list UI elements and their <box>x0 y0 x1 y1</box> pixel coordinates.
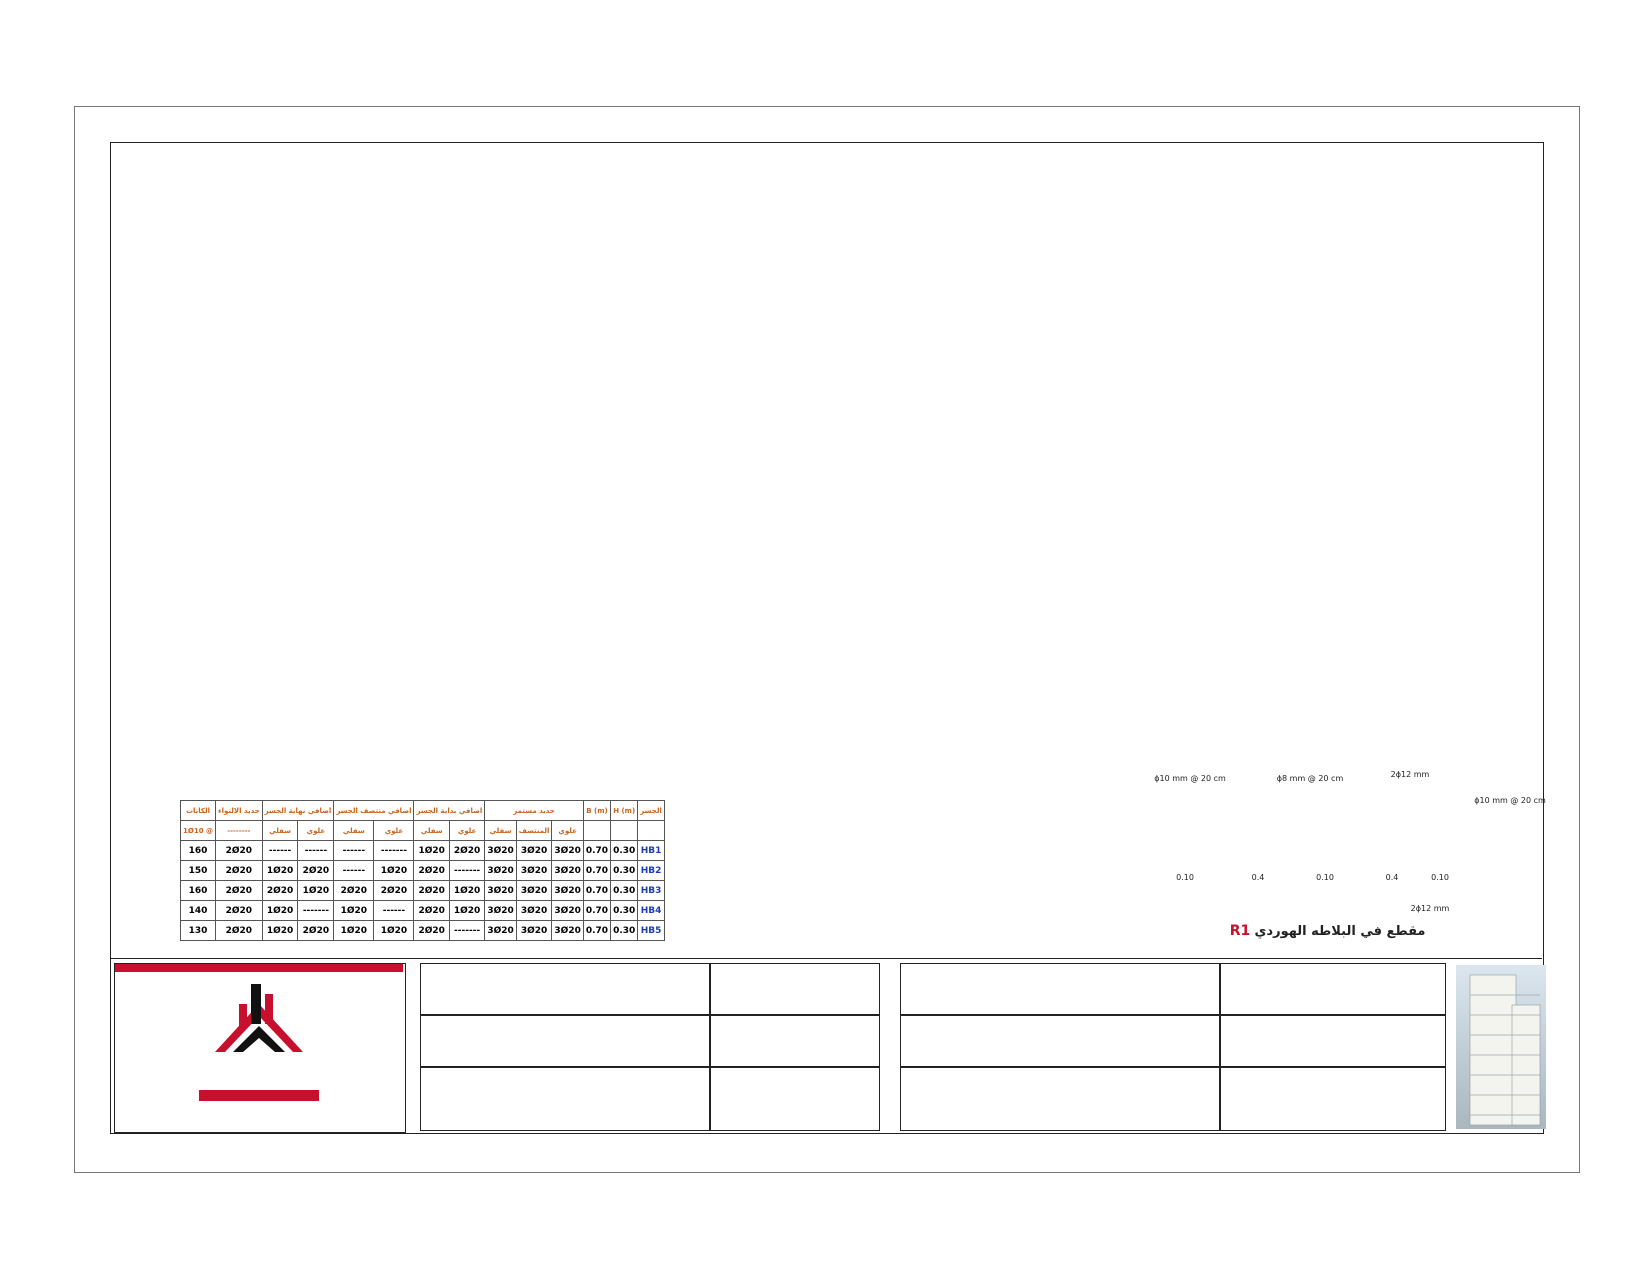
table-cell: 1Ø20 <box>334 901 374 921</box>
table-cell: 3Ø20 <box>552 861 583 881</box>
table-subheader-row <box>181 821 665 841</box>
section-dim: 0.10 <box>1316 873 1334 882</box>
table-cell: ------- <box>449 921 484 941</box>
hourdi-section-detail <box>1140 725 1550 945</box>
date-value <box>420 1067 710 1131</box>
company-logo <box>114 963 406 1133</box>
table-cell: 1Ø20 <box>449 901 484 921</box>
table-cell: 2Ø20 <box>414 881 449 901</box>
table-cell: 3Ø20 <box>552 841 583 861</box>
table-cell: 0.70 <box>583 841 610 861</box>
scale-value <box>900 1067 1220 1131</box>
table-cell: 1Ø20 <box>374 861 414 881</box>
section-dim: 0.4 <box>1385 873 1399 882</box>
table-cell: 2Ø20 <box>216 901 263 921</box>
sheet-name-value <box>900 963 1220 1015</box>
table-cell: ------ <box>334 861 374 881</box>
table-cell: الجسر <box>638 801 665 821</box>
table-cell: اضافي بداية الجسر <box>414 801 485 821</box>
section-label-top-mid: ϕ8 mm @ 20 cm <box>1276 774 1344 783</box>
table-cell: 0.30 <box>611 861 638 881</box>
table-row <box>181 841 665 861</box>
table-cell: 2Ø20 <box>334 881 374 901</box>
table-row <box>181 861 665 881</box>
table-cell: 1Ø10 @ <box>181 821 216 841</box>
table-cell: HB1 <box>638 841 665 861</box>
table-cell: 0.70 <box>583 861 610 881</box>
table-cell: ------- <box>449 861 484 881</box>
table-cell: 3Ø20 <box>485 861 516 881</box>
table-cell: ------ <box>334 841 374 861</box>
table-cell: 0.70 <box>583 901 610 921</box>
notes-panel <box>1290 472 1536 480</box>
table-cell: 3Ø20 <box>552 881 583 901</box>
table-cell: -------- <box>216 821 263 841</box>
table-cell: 3Ø20 <box>485 881 516 901</box>
table-cell: HB4 <box>638 901 665 921</box>
table-cell: 1Ø20 <box>262 921 298 941</box>
table-cell: 1Ø20 <box>262 861 298 881</box>
table-cell: ------ <box>298 841 334 861</box>
sheet-name-label <box>1220 963 1446 1015</box>
table-cell: 3Ø20 <box>485 921 516 941</box>
table-cell: 1Ø20 <box>298 881 334 901</box>
table-cell <box>611 821 638 841</box>
table-cell: 3Ø20 <box>552 921 583 941</box>
table-cell: 3Ø20 <box>516 901 552 921</box>
logo-graphic <box>115 964 403 1130</box>
table-cell: 0.70 <box>583 881 610 901</box>
table-cell: 2Ø20 <box>216 921 263 941</box>
table-cell: سفلي <box>485 821 516 841</box>
table-cell: 150 <box>181 861 216 881</box>
table-cell: سفلي <box>262 821 298 841</box>
table-cell: 3Ø20 <box>485 841 516 861</box>
table-cell: 2Ø20 <box>216 881 263 901</box>
section-label-top-left: ϕ10 mm @ 20 cm <box>1154 774 1226 783</box>
table-cell: 2Ø20 <box>216 841 263 861</box>
table-cell: 3Ø20 <box>485 901 516 921</box>
table-cell: ------- <box>298 901 334 921</box>
table-cell: ------ <box>374 901 414 921</box>
table-cell: B (m) <box>583 801 610 821</box>
section-label-top-bars: 2ϕ12 mm <box>1390 770 1430 779</box>
reviewer-label <box>710 1015 880 1067</box>
table-cell: حديد الالتواء <box>216 801 263 821</box>
table-cell: H (m) <box>611 801 638 821</box>
table-cell: 3Ø20 <box>552 901 583 921</box>
designer-value <box>420 963 710 1015</box>
table-row <box>181 881 665 901</box>
table-cell: علوي <box>374 821 414 841</box>
table-cell <box>638 821 665 841</box>
reinforcement-table <box>180 800 665 941</box>
sheet-number-label <box>1220 1015 1446 1067</box>
table-cell: 0.30 <box>611 881 638 901</box>
table-cell: سفلي <box>414 821 449 841</box>
table-cell: علوي <box>552 821 583 841</box>
table-cell: 2Ø20 <box>262 881 298 901</box>
table-cell: 0.30 <box>611 901 638 921</box>
table-cell: 2Ø20 <box>298 921 334 941</box>
section-tag: R1 <box>1229 923 1251 939</box>
table-cell: 2Ø20 <box>374 881 414 901</box>
table-cell: ------ <box>262 841 298 861</box>
table-cell: 3Ø20 <box>516 881 552 901</box>
date-label <box>710 1067 880 1131</box>
table-cell: 0.30 <box>611 921 638 941</box>
table-cell: 160 <box>181 881 216 901</box>
section-label-bottom-bars: 2ϕ12 mm <box>1410 904 1450 913</box>
table-cell: 2Ø20 <box>298 861 334 881</box>
table-row <box>181 921 665 941</box>
table-cell: 2Ø20 <box>449 841 484 861</box>
table-cell: 1Ø20 <box>414 841 449 861</box>
table-cell: 3Ø20 <box>516 841 552 861</box>
table-cell <box>583 821 610 841</box>
designer-label <box>710 963 880 1015</box>
table-cell: 1Ø20 <box>262 901 298 921</box>
table-cell: 1Ø20 <box>334 921 374 941</box>
section-title: مقطع في البلاطه الهوردي <box>1254 924 1426 939</box>
table-cell: 2Ø20 <box>216 861 263 881</box>
table-cell: 3Ø20 <box>516 921 552 941</box>
table-cell: 130 <box>181 921 216 941</box>
table-cell: المنتصف <box>516 821 552 841</box>
table-cell: 0.70 <box>583 921 610 941</box>
table-cell: 0.30 <box>611 841 638 861</box>
reviewer-value <box>420 1015 710 1067</box>
table-cell: 2Ø20 <box>414 921 449 941</box>
table-row <box>181 901 665 921</box>
table-cell: حديد مستمر <box>485 801 584 821</box>
table-cell: 1Ø20 <box>374 921 414 941</box>
table-cell: HB5 <box>638 921 665 941</box>
section-dim: 0.10 <box>1431 873 1449 882</box>
table-cell: الكانات <box>181 801 216 821</box>
scale-label <box>1220 1067 1446 1131</box>
section-dim: 0.10 <box>1176 873 1194 882</box>
building-thumbnail <box>1456 965 1546 1129</box>
table-cell: 2Ø20 <box>414 901 449 921</box>
table-cell: ------- <box>374 841 414 861</box>
table-cell: HB2 <box>638 861 665 881</box>
section-dim: 0.4 <box>1251 873 1265 882</box>
table-cell: علوي <box>298 821 334 841</box>
title-block <box>110 958 1542 1135</box>
table-cell: 160 <box>181 841 216 861</box>
table-cell: اضافي منتصف الجسر <box>334 801 414 821</box>
sheet-number-value <box>900 1015 1220 1067</box>
table-cell: اضافي نهاية الجسر <box>262 801 334 821</box>
table-cell: HB3 <box>638 881 665 901</box>
table-cell: 1Ø20 <box>449 881 484 901</box>
table-cell: 3Ø20 <box>516 861 552 881</box>
table-cell: 140 <box>181 901 216 921</box>
table-cell: علوي <box>449 821 484 841</box>
table-header-row <box>181 801 665 821</box>
section-label-stirrup: ϕ10 mm @ 20 cm <box>1474 796 1546 805</box>
table-cell: 2Ø20 <box>414 861 449 881</box>
table-cell: سفلي <box>334 821 374 841</box>
